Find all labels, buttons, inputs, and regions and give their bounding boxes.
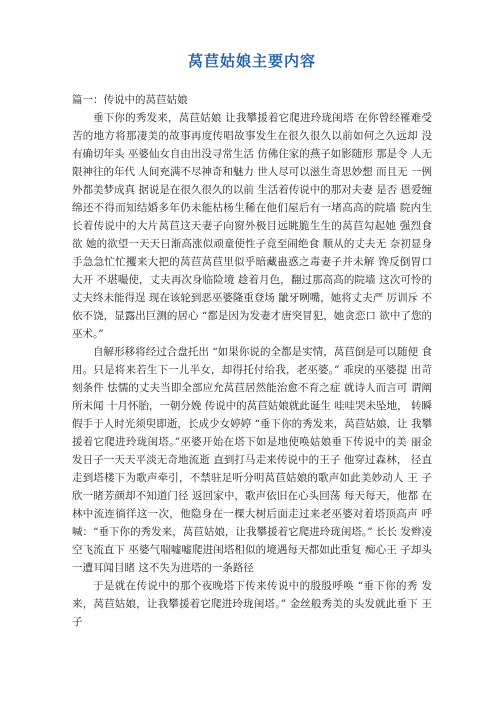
- paragraph-2: 自解形移将经过合盘托出 “如果你说的全都是实情，莴苣倒是可以随便 食用。只是将来若生下一儿半女，却得托付给我，老巫婆。” 乖戾的巫婆提 出苛刻条件 怯懦的丈夫当即全部应允莴苣居然能治愈不育之症 就诗人而言可 谓阐所未闻 十月怀胎，一朝分娩 传说中的莴苣姑娘就此诞生 哇哇哭未坠地， 转瞬假手于人时光须臾即逝，长成少女婷婷 “垂下你的秀发来，莴苣姑娘，让 我攀援着它爬进玲珑闺塔。”巫婆开始在塔下如是地使唤姑娘垂下传说中的美 丽金发日子一天天平淡无奇地流逝 直到打马走来传说中的王子 他穿过森林， 径直走到塔楼下为歌声牵引，不禁驻足听分明莴苣姑娘的歌声如此美妙动人 王 子欣一睹芳颜却不知道门径 返回家中，歌声依旧在心头回荡 每天每天，他都 在林中流连徜徉这一次，他隐身在一棵大树后面走过来老巫婆对着塔顶高声 呼喊：“垂下你的秀发来，莴苣姑娘，让我攀援着它爬进玲珑闺塔。” 长长 发辫凌空飞流直下 巫婆气喘嘘嘘爬进闺塔相似的境遇每天都如此重复 痴心王 子却头一遭耳闻目睹 这不失为进塔的一条路径: [72, 346, 432, 574]
- document-title: 莴苣姑娘主要内容: [187, 52, 316, 70]
- section-heading: 篇一：传说中的莴苣姑娘: [72, 94, 188, 106]
- paragraph-3: 于是就在传说中的那个夜晚塔下传来传说中的殷殷呼唤 “垂下你的秀 发来，莴苣姑娘，让我攀援着它爬进玲珑闺塔。” 金丝般秀美的头发就此垂下 王子: [72, 580, 432, 628]
- paragraph-1: 垂下你的秀发来，莴苣姑娘 让我攀援着它爬进玲珑闺塔 在你曾经罹难受苦的地方将那凄美的故事再度传唱故事发生在很久很久以前如何之久远却 没有确切年头 巫婆仙女自由出没寻常生活 仿佛住家的燕子如影随形 那是令 人无限神往的年代 人间充满不尽神奇和魅力 世人尽可以滋生奇思妙想 而且无 一例外都美梦成真 据说是在很久很久的以前 生活着传说中的那对夫妻 是否 恩爱缠绵还不得而知结婚多年仍未能枯杨生稀在他们屋后有一堵高高的院墙 院内生长着传说中的大片莴苣这天妻子向窗外极目远眺脆生生的莴苣勾起她 强烈食欲 她的欲望一天天日渐高涨似顽童使性子竟至闹绝食 顺从的丈夫无 奈初显身手急急忙忙攫来大把的莴苣莴苣里似乎暗藏蛊惑之毒妻子并未解 馋反倒胃口大开 不堪嘬使，丈夫再次身临险境 趁着月色，翻过那高高的院墙 这次可怜的丈夫终未能得逞 现在该轮到恶巫婆隆重登场 龇牙咧嘴，她将丈夫严 厉训斥 不依不饶，显露出巨测的居心 “都是因为发妻才唐突冒犯，她贪恋口 欲中了您的巫术。”: [72, 112, 432, 340]
